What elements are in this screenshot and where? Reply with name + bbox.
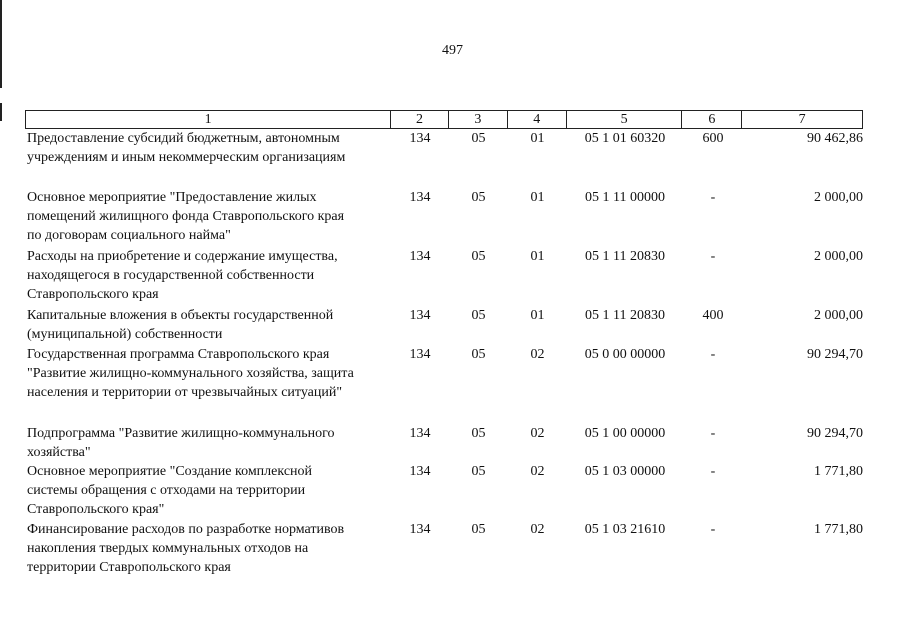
column-header-7: 7 <box>798 112 806 127</box>
description-line: территории Ставропольского края <box>27 560 231 575</box>
description-line: Расходы на приобретение и содержание имущества, <box>27 249 338 264</box>
description-line: Подпрограмма "Развитие жилищно-коммунального <box>27 426 335 441</box>
cell-amount: 1 771,80 <box>814 522 863 537</box>
cell-expense-type: - <box>710 249 716 264</box>
cell-amount: 90 294,70 <box>807 426 863 441</box>
row-description <box>25 462 391 519</box>
cell-section: 05 <box>471 347 486 362</box>
cell-section: 05 <box>471 249 486 264</box>
cell-expense-type: - <box>710 190 716 205</box>
row-description <box>25 424 391 462</box>
cell-target-item: 05 1 01 60320 <box>584 131 666 146</box>
cell-expense-type: 600 <box>702 131 724 146</box>
row-description <box>25 188 391 245</box>
cell-ministry-code: 134 <box>409 347 431 362</box>
left-edge-mark <box>0 103 2 121</box>
column-header-6: 6 <box>682 111 742 128</box>
cell-expense-type: 400 <box>702 308 724 323</box>
description-line: учреждениям и иным некоммерческим организациям <box>27 150 346 165</box>
cell-amount: 90 462,86 <box>807 131 863 146</box>
cell-ministry-code: 134 <box>409 249 431 264</box>
description-line: Государственная программа Ставропольского края <box>27 347 330 362</box>
table-header <box>25 110 863 129</box>
row-description <box>25 520 391 577</box>
cell-subsection: 01 <box>530 249 545 264</box>
description-line: Предоставление субсидий бюджетным, автономным <box>27 131 340 146</box>
cell-section: 05 <box>471 426 486 441</box>
cell-amount: 2 000,00 <box>814 308 863 323</box>
column-header-4: 4 <box>508 111 567 128</box>
page-number: 497 <box>442 43 463 58</box>
table-row <box>25 306 863 344</box>
description-line: хозяйства" <box>27 445 91 460</box>
table-row <box>25 129 863 167</box>
description-line: (муниципальной) собственности <box>27 327 223 342</box>
cell-amount: 90 294,70 <box>807 347 863 362</box>
row-description <box>25 129 391 167</box>
cell-ministry-code: 134 <box>409 464 431 479</box>
cell-amount: 1 771,80 <box>814 464 863 479</box>
cell-target-item: 05 1 11 20830 <box>585 308 665 323</box>
cell-section: 05 <box>471 464 486 479</box>
cell-ministry-code: 134 <box>409 190 431 205</box>
cell-ministry-code: 134 <box>409 131 431 146</box>
cell-section: 05 <box>471 308 486 323</box>
cell-expense-type: - <box>710 426 716 441</box>
description-line: помещений жилищного фонда Ставропольского края <box>27 209 345 224</box>
description-line: Основное мероприятие "Предоставление жилых <box>27 190 317 205</box>
cell-amount: 2 000,00 <box>814 190 863 205</box>
cell-section: 05 <box>471 190 486 205</box>
cell-subsection: 02 <box>530 426 545 441</box>
table-row <box>25 424 863 462</box>
cell-ministry-code: 134 <box>409 308 431 323</box>
row-description <box>25 247 391 304</box>
description-line: Ставропольского края <box>27 287 159 302</box>
table-row <box>25 520 863 577</box>
cell-target-item: 05 1 00 00000 <box>584 426 666 441</box>
description-line: Основное мероприятие "Создание комплексной <box>27 464 313 479</box>
description-line: находящегося в государственной собственности <box>27 268 315 283</box>
description-line: накопления твердых коммунальных отходов на <box>27 541 309 556</box>
cell-target-item: 05 1 11 20830 <box>585 249 665 264</box>
cell-target-item: 05 1 11 00000 <box>585 190 665 205</box>
table-row <box>25 345 863 402</box>
cell-subsection: 02 <box>530 464 545 479</box>
cell-subsection: 01 <box>530 190 545 205</box>
cell-section: 05 <box>471 522 486 537</box>
cell-expense-type: - <box>710 522 716 537</box>
description-line: Ставропольского края" <box>27 502 165 517</box>
column-header-3: 3 <box>449 111 508 128</box>
cell-section: 05 <box>471 131 486 146</box>
table-row <box>25 462 863 519</box>
column-header-2: 2 <box>391 111 449 128</box>
description-line: Капитальные вложения в объекты государственной <box>27 308 334 323</box>
row-description <box>25 345 391 402</box>
description-line: населения и территории от чрезвычайных ситуаций" <box>27 385 343 400</box>
row-description <box>25 306 391 344</box>
table-row <box>25 188 863 245</box>
cell-target-item: 05 1 03 21610 <box>584 522 666 537</box>
cell-subsection: 01 <box>530 308 545 323</box>
cell-target-item: 05 1 03 00000 <box>584 464 666 479</box>
description-line: Финансирование расходов по разработке нормативов <box>27 522 345 537</box>
cell-target-item: 05 0 00 00000 <box>584 347 666 362</box>
cell-expense-type: - <box>710 464 716 479</box>
table-row <box>25 247 863 304</box>
description-line: "Развитие жилищно-коммунального хозяйства, защита <box>27 366 354 381</box>
cell-subsection: 02 <box>530 522 545 537</box>
description-line: по договорам социального найма" <box>27 228 231 243</box>
cell-amount: 2 000,00 <box>814 249 863 264</box>
column-header-1: 1 <box>26 111 391 128</box>
cell-subsection: 01 <box>530 131 545 146</box>
description-line: системы обращения с отходами на территории <box>27 483 306 498</box>
cell-expense-type: - <box>710 347 716 362</box>
column-header-5: 5 <box>567 111 683 128</box>
cell-ministry-code: 134 <box>409 426 431 441</box>
cell-subsection: 02 <box>530 347 545 362</box>
cell-ministry-code: 134 <box>409 522 431 537</box>
